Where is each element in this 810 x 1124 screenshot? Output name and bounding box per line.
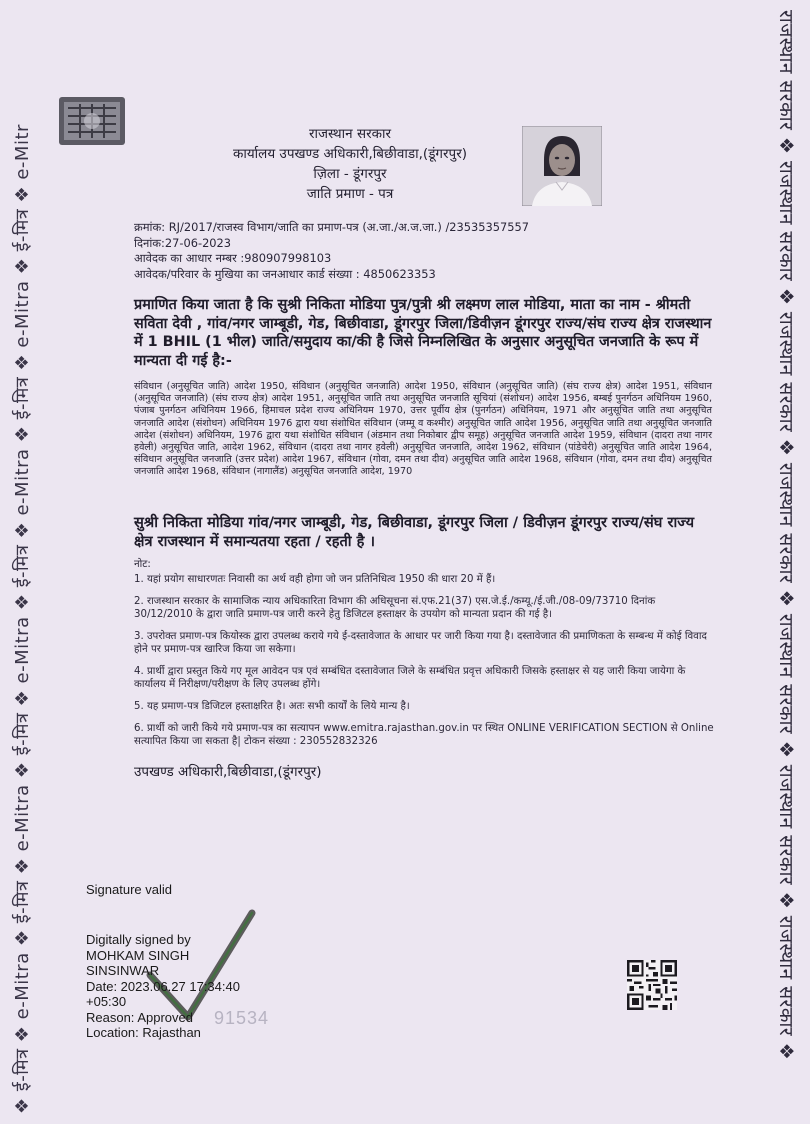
signature-line: Date: 2023.06.27 17:34:40 <box>86 978 240 994</box>
stamp-number: 91534 <box>214 1008 270 1028</box>
note-item: 5. यह प्रमाण-पत्र डिजिटल हस्ताक्षरित है। अतः सभी कार्यों के लिये मान्य है। <box>134 701 410 712</box>
janaadhaar-number: आवेदक/परिवार के मुखिया का जनआधार कार्ड संख्या : 4850623353 <box>134 266 436 281</box>
constitutional-orders-text: संविधान (अनुसूचित जाति) आदेश 1950, संविधान (अनुसूचित जनजाति) आदेश 1950, संविधान (अनुसूचित जाति) (संघ राज्य क्षेत्र) आदेश 1951, संविधान (अनुसूचित जनजाति) (संघ राज्य क्षेत्र) आदेश 1951, अनुसूचित जाति तथा अनुसूचित जनजाति सूचियां (संशोधन) आदेश 1956, बम्बई पुनर्गठन अधिनियम 1960, पंजाब पुनर्गठन अधिनियम 1966, हिमाचल प्रदेश राज्य अधिनियम 1970, उत्तर पूर्वीय क्षेत्र (पुनर्गठन) अधिनियम, 1971 और अनुसूचित जाति तथा अनुसूचित जनजाति आदेश (संशोधन) अधिनियम 1976 द्वारा यथा संशोधित संविधान (जम्मू व कश्मीर) अनुसूचित जाति आदेश 1956, अनुसूचित जाति तथा अनुसूचित जनजाति आदेश (संशोधन) अधिनियम, 1976 द्वारा यथा संशोधित संविधान (अंडमान तथा निकोबार द्वीप समूह) अनुसूचित जनजाति आदेश 1959, संविधान (दादरा तथा नागर हवेली) अनुसूचित जाति, आदेश 1962, संविधान (दादरा तथा नागर हवेली) अनुसूचित जनजाति, आदेश 1962, संविधान (पांडेचेरी) अनुसूचित जाति आदेश 1964, संविधान अनुसूचित जनजाति (उत्तर प्रदेश) आदेश 1967, संविधान (गोवा, दमन तथा दीव) अनुसूचित जाति आदेश 1968, संविधान (गोवा, दमन तथा दीव) अनुसूचित जनजाति आदेश 1968, संविधान (नागालैंड) अनुसूचित जनजाति आदेश, 1970 <box>134 381 712 478</box>
applicant-photo <box>522 126 602 206</box>
office-name: कार्यालय उपखण्ड अधिकारी,बिछीवाडा,(डूंगरपुर) <box>232 146 468 162</box>
serial-number: क्रमांक: RJ/2017/राजस्व विभाग/जाति का प्रमाण-पत्र (अ.जा./अ.ज.जा.) /23535357557 <box>134 220 530 234</box>
notes-label: नोट: <box>134 559 151 570</box>
emblem-chip-icon <box>58 96 126 146</box>
note-item: 6. प्रार्थी को जारी किये गये प्रमाण-पत्र का सत्यापन www.emitra.rajasthan.gov.in पर स्थित ONLINE VERIFICATION SECTION से Online सत्यापित किया जा सकता है| टोकन संख्या : 230552832326 <box>134 723 714 747</box>
signature-line: +05:30 <box>86 994 127 1009</box>
signature-line: Digitally signed by <box>86 932 191 947</box>
note-item: 3. उपरोक्त प्रमाण-पत्र कियोस्क द्वारा उपलब्ध कराये गये ई-दस्तावेजात के आधार पर जारी किया गया है। दस्तावेजात की प्रमाणिकता के सम्बन्ध में कोई विवाद होने पर प्रमाण-पत्र खारिज किया जा सकेगा। <box>134 631 707 655</box>
left-border-text: ❖ ई-मित्र ❖ e-Mitra ❖ ई-मित्र ❖ e-Mitra ❖ ई-मित्र ❖ e-Mitra ❖ ई-मित्र ❖ e-Mitra ❖ ई-मित्र ❖ e-Mitra ❖ ई-मित्र ❖ e-Mitr <box>12 124 33 1114</box>
signature-line: Reason: Approved <box>86 1009 193 1025</box>
office-header <box>200 124 500 204</box>
certification-statement: प्रमाणित किया जाता है कि सुश्री निकिता मोडिया पुत्र/पुत्री श्री लक्ष्मण लाल मोडिया, माता का नाम - श्रीमती सविता देवी , गांव/नगर जाम्बूडी, गेड, बिछीवाडा, डूंगरपुर जिला/डिवीज़न डूंगरपुर राज्य/संघ राज्य क्षेत्र राजस्थान में 1 BHIL (1 भील) जाति/समुदाय का/की है जिसे निम्नलिखित के अनुसार अनुसूचित जनजाति के रूप में मान्यता दी गई है:- <box>134 297 712 369</box>
signature-line: SINSINWAR <box>86 963 160 978</box>
note-item: 1. यहां प्रयोग साधारणतः निवासी का अर्थ वही होगा जो जन प्रतिनिधित्व 1950 की धारा 20 में हैं। <box>134 574 496 585</box>
right-border-rajasthan <box>756 0 810 1124</box>
district-name: ज़िला - डूंगरपुर <box>313 166 387 182</box>
issue-date: दिनांक:27-06-2023 <box>134 235 232 250</box>
note-item: 2. राजस्थान सरकार के सामाजिक न्याय अधिकारिता विभाग की अधिसूचना सं.एफ.21(37) एस.जे.ई./कम्यू./ई.जी./08-09/73710 दिनांक 30/12/2010 के द्वारा जाति प्रमाण-पत्र जारी करने हेतु डिजिटल हस्ताक्षर के उपयोग को मान्यता प्रदान की गई है। <box>134 596 656 620</box>
note-item: 4. प्रार्थी द्वारा प्रस्तुत किये गए मूल आवेदन पत्र एवं सम्बंधित दस्तावेजात जिले के सम्बंधित प्रवृत्त अधिकारी जिसके हस्ताक्षर से यह जारी किया जायेगा के कार्यालय में निरीक्षण/परीक्षण के लिए उपलब्ध होंगे। <box>134 666 686 690</box>
left-border-emitra <box>0 0 46 1124</box>
signature-line: MOHKAM SINGH <box>86 947 190 963</box>
residence-statement: सुश्री निकिता मोडिया गांव/नगर जाम्बूडी, गेड, बिछीवाडा, डूंगरपुर जिला / डिवीज़न डूंगरपुर राज्य/संघ राज्य क्षेत्र राजस्थान में समान्यतया रहता / रहती है । <box>134 514 695 550</box>
issuing-officer: उपखण्ड अधिकारी,बिछीवाडा,(डूंगरपुर) <box>134 764 322 780</box>
document-title: जाति प्रमाण - पत्र <box>306 186 394 202</box>
signature-status: Signature valid <box>86 882 172 897</box>
notes-section <box>134 558 714 757</box>
signature-line: Location: Rajasthan <box>86 1025 201 1040</box>
right-border-text: राजस्थान सरकार ❖ राजस्थान सरकार ❖ राजस्थान सरकार ❖ राजस्थान सरकार ❖ राजस्थान सरकार ❖ राजस्थान सरकार ❖ राजस्थान सरकार ❖ <box>775 10 797 1061</box>
govt-title: राजस्थान सरकार <box>309 126 391 142</box>
aadhaar-number: आवेदक का आधार नम्बर :980907998103 <box>134 251 332 265</box>
certificate-meta <box>134 220 529 282</box>
qr-code-icon <box>626 960 678 1010</box>
